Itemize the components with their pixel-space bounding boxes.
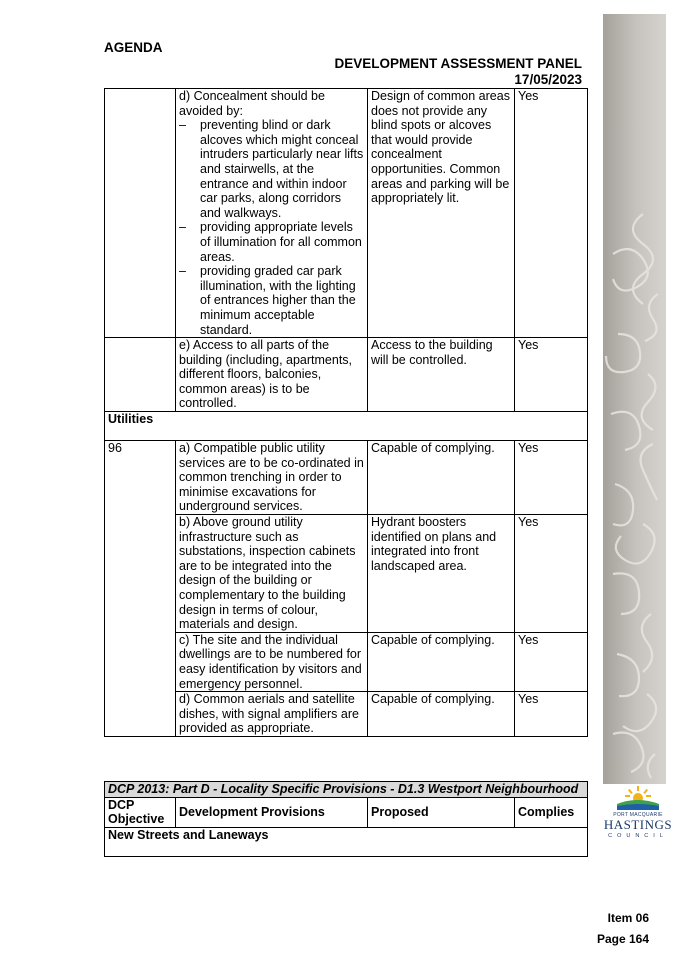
provision-list (179, 118, 364, 337)
table-title: DCP 2013: Part D - Locality Specific Provisions - D1.3 Westport Neighbourhood (105, 782, 588, 798)
proposed-cell: Access to the building will be controlled. (368, 338, 515, 412)
objective-cell: 96 (105, 441, 176, 737)
title-row (105, 782, 588, 798)
header-complies: Complies (515, 797, 588, 827)
provision-cell (176, 89, 368, 338)
meeting-date: 17/05/2023 (514, 72, 582, 87)
proposed-cell: Hydrant boosters identified on plans and integrated into front landscaped area. (368, 515, 515, 633)
item-number: Item 06 (607, 911, 649, 925)
westport-table (104, 781, 588, 857)
provision-cell: a) Compatible public utility services are to be co-ordinated in common trenching in order to minimise excavations for underground services. (176, 441, 368, 515)
list-item: – preventing blind or dark alcoves which might conceal intruders particularly near lifts and stairwells, at the entrance and within indoor car parks, along corridors and walkways. (179, 118, 364, 220)
provision-cell: e) Access to all parts of the building (including, apartments, different floors, balconies, common areas) is to be controlled. (176, 338, 368, 412)
table-row (105, 441, 588, 515)
proposed-cell: Capable of complying. (368, 441, 515, 515)
proposed-cell: Capable of complying. (368, 692, 515, 737)
decorative-sidebar (603, 14, 666, 784)
page-number: Page 164 (596, 932, 649, 946)
complies-cell: Yes (515, 692, 588, 737)
complies-cell: Yes (515, 632, 588, 691)
swirl-pattern-icon (603, 14, 666, 784)
complies-cell: Yes (515, 515, 588, 633)
objective-cell (105, 89, 176, 338)
council-logo (603, 782, 673, 852)
sun-landscape-icon (603, 782, 673, 812)
list-item: – providing appropriate levels of illumination for all common areas. (179, 220, 364, 264)
section-row (105, 412, 588, 441)
header-proposed: Proposed (368, 797, 515, 827)
provision-cell: b) Above ground utility infrastructure such as substations, inspection cabinets are to be integrated into the design of the building or complementary to the building design in terms of colour, materials and design. (176, 515, 368, 633)
logo-line2: HASTINGS (603, 817, 673, 832)
table-row (105, 338, 588, 412)
agenda-heading: AGENDA (104, 40, 163, 55)
provision-cell: d) Common aerials and satellite dishes, with signal amplifiers are provided as appropriate. (176, 692, 368, 737)
table-row (105, 89, 588, 338)
table-row (105, 632, 588, 691)
section-heading-utilities: Utilities (105, 412, 588, 441)
provision-cell: c) The site and the individual dwellings are to be numbered for easy identification by visitors and emergency personnel. (176, 632, 368, 691)
complies-cell: Yes (515, 338, 588, 412)
proposed-cell: Design of common areas does not provide any blind spots or alcoves that would provide concealment opportunities. Common areas and parking will be appropriately lit. (368, 89, 515, 338)
list-item: – providing graded car park illumination, with the lighting of entrances higher than the minimum acceptable standard. (179, 264, 364, 337)
header-provisions: Development Provisions (176, 797, 368, 827)
complies-cell: Yes (515, 89, 588, 338)
logo-line3: COUNCIL (608, 833, 668, 839)
provision-intro: d) Concealment should be avoided by: (179, 89, 325, 118)
table-row (105, 692, 588, 737)
section-row (105, 827, 588, 856)
header-objective: DCP Objective (105, 797, 176, 827)
assessment-table (104, 88, 588, 737)
logo-line1: PORT MACQUARIE (613, 812, 663, 818)
complies-cell: Yes (515, 441, 588, 515)
section-heading-new-streets: New Streets and Laneways (105, 827, 588, 856)
panel-heading: DEVELOPMENT ASSESSMENT PANEL (334, 56, 582, 71)
proposed-cell: Capable of complying. (368, 632, 515, 691)
objective-cell (105, 338, 176, 412)
header-row (105, 797, 588, 827)
table-row (105, 515, 588, 633)
